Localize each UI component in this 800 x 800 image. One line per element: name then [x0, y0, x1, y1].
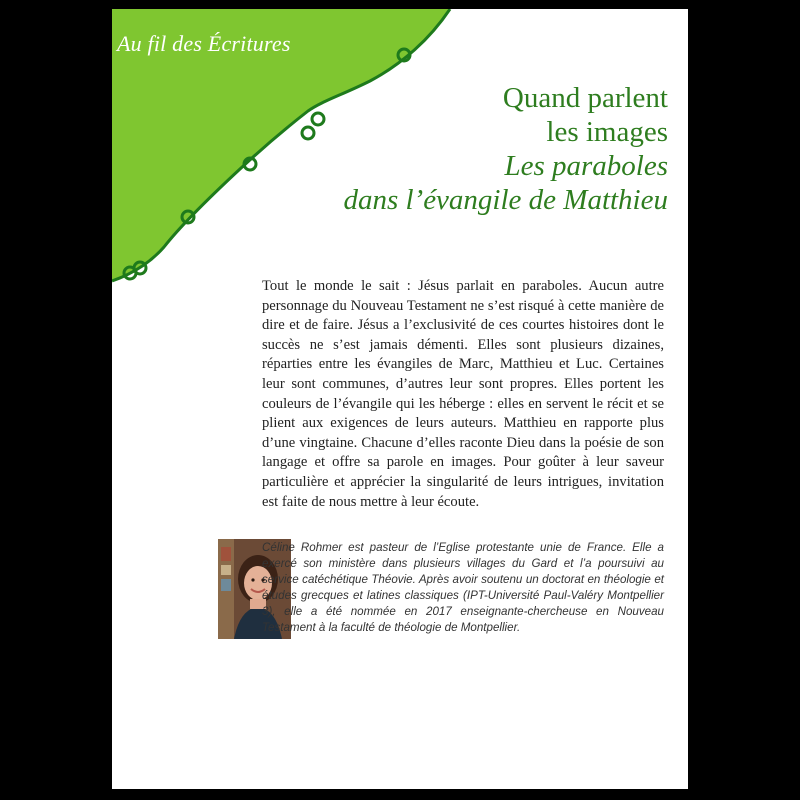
- series-label: Au fil des Écritures: [117, 31, 291, 56]
- book-title: [343, 81, 668, 217]
- title-line-1: Quand parlent: [502, 82, 668, 114]
- title-line-2: les images: [546, 116, 668, 148]
- subtitle-line-1: Les paraboles: [504, 150, 668, 182]
- subtitle-line-2: dans l’évangile de Matthieu: [343, 184, 668, 216]
- back-cover-page: [112, 9, 688, 789]
- author-bio: Céline Rohmer est pasteur de l’Eglise protestante unie de France. Elle a exercé son ministère dans plusieurs villages du Gard et l’a poursuivi au service catéchétique Théovie. Après avoir soutenu un doctorat en théologie et études grecques et latines classiques (IPT-Université Paul-Valéry Montpellier 3), elle a été nommée en 2017 enseignante-chercheuse en Nouveau Testament à la faculté de théologie de Montpellier.: [262, 541, 664, 634]
- blurb-paragraph: Tout le monde le sait : Jésus parlait en paraboles. Aucun autre personnage du Nouveau Testament ne s’est risqué à cette manière de dire et de faire. Jésus a l’exclusivité de ces courtes histoires dont le succès ne s’est jamais démenti. Elles sont plusieurs dizaines, réparties entre les évangiles de Marc, Matthieu et Luc. Certaines leur sont communes, d’autres leur sont propres. Elles portent les couleurs de l’évangile qui les héberge : elles en servent le récit et se plient aux exigences de leurs auteurs. Matthieu en rapporte plus d’une vingtaine. Chacune d’elles raconte Dieu dans la poésie de son langage et offre sa parole en images. Pour goûter à leur saveur particulière et apprécier la singularité de leurs intrigues, invitation est faite de nous mettre à leur écoute.: [262, 278, 664, 510]
